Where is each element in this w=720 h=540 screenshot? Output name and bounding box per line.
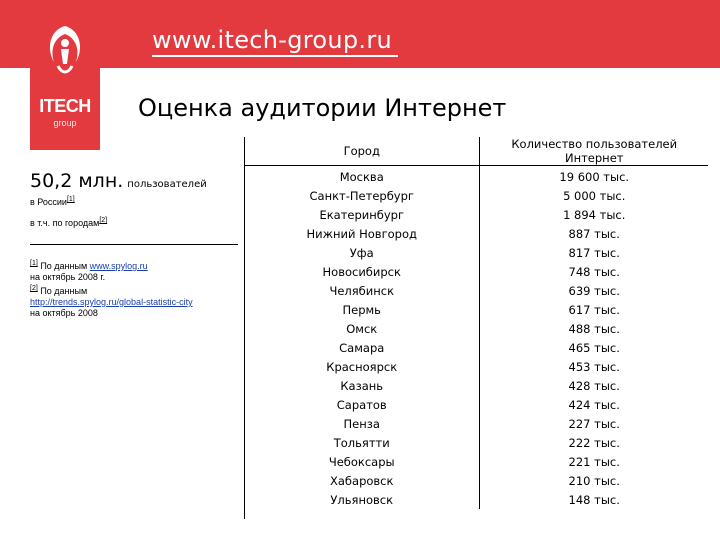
footnote-1-date: на октябрь 2008 г. [30,272,106,282]
logo-figure-icon [44,22,86,80]
table-row [244,376,708,395]
city-cell: Омск [244,319,480,338]
city-cell: Казань [244,376,480,395]
table-row [244,414,708,433]
table-row [244,281,708,300]
table-row [244,452,708,471]
users-cell: 5 000 тыс. [563,188,626,203]
city-users-table [244,137,708,509]
users-cell: 617 тыс. [568,302,620,317]
users-cell: 222 тыс. [568,435,620,450]
table-row [244,338,708,357]
cities-footnote-ref[interactable]: [2] [99,217,108,224]
russia-label: в России [30,197,67,207]
city-cell: Пенза [244,414,480,433]
table-row [244,205,708,224]
cities-label: в т.ч. по городам [30,218,100,228]
footnote-2-date: на октябрь 2008 [30,308,98,318]
header-url-underline [152,55,398,57]
table-row [244,166,708,187]
footnote-2-ref: [2] [30,285,38,292]
city-cell: Хабаровск [244,471,480,490]
users-cell: 424 тыс. [568,397,620,412]
city-cell: Санкт-Петербург [244,186,480,205]
table-row [244,186,708,205]
city-cell: Самара [244,338,480,357]
city-cell: Ульяновск [244,490,480,509]
column-header-users: Количество пользователей Интернет [480,137,708,166]
footnote-1-link[interactable]: www.spylog.ru [89,261,148,271]
users-cell: 465 тыс. [568,340,620,355]
users-cell: 817 тыс. [568,245,620,260]
column-header-city: Город [244,137,480,166]
footnote-2 [30,283,242,297]
users-cell: 221 тыс. [568,454,620,469]
table-row [244,224,708,243]
logo-block [30,0,100,150]
city-cell: Новосибирск [244,262,480,281]
city-cell: Екатеринбург [244,205,480,224]
russia-footnote-ref[interactable]: [1] [66,196,75,203]
city-cell: Чебоксары [244,452,480,471]
city-cell: Челябинск [244,281,480,300]
footnote-1 [30,258,242,272]
logo-subtext: group [53,118,77,128]
city-cell: Москва [244,166,480,187]
cities-line [30,217,107,228]
page-title: Оценка аудитории Интернет [138,94,507,122]
users-cell: 453 тыс. [568,359,620,374]
table-row [244,395,708,414]
users-cell: 488 тыс. [568,321,620,336]
footnote-2-link[interactable]: http://trends.spylog.ru/global-statistic-city [30,297,193,307]
russia-line [30,196,75,207]
table-row [244,262,708,281]
users-cell: 639 тыс. [568,283,620,298]
table-row [244,319,708,338]
total-users-number: 50,2 млн. [30,170,124,192]
users-cell: 19 600 тыс. [559,169,630,184]
footnote-1-text: По данным [40,261,88,271]
city-cell: Красноярск [244,357,480,376]
total-users-stat [30,170,207,192]
users-cell: 1 894 тыс. [563,207,626,222]
users-cell: 227 тыс. [568,416,620,431]
header-url[interactable]: www.itech-group.ru [152,26,393,54]
city-cell: Уфа [244,243,480,262]
notes-divider [30,244,238,245]
table-row [244,471,708,490]
users-cell: 428 тыс. [568,378,620,393]
users-cell: 887 тыс. [568,226,620,241]
table-row [244,243,708,262]
table-row [244,357,708,376]
users-cell: 148 тыс. [568,492,620,507]
table-row [244,300,708,319]
users-cell: 748 тыс. [568,264,620,279]
table-header-row [244,137,708,166]
city-cell: Пермь [244,300,480,319]
users-cell: 210 тыс. [568,473,620,488]
total-users-suffix: пользователей [127,179,207,190]
city-cell: Нижний Новгород [244,224,480,243]
footnote-2-text: По данным [40,286,88,296]
city-cell: Тольятти [244,433,480,452]
table-row [244,433,708,452]
footnotes [30,258,242,319]
logo-wordmark: ITECH [39,96,91,116]
footnote-1-ref: [1] [30,260,38,267]
table-row [244,490,708,509]
city-cell: Саратов [244,395,480,414]
